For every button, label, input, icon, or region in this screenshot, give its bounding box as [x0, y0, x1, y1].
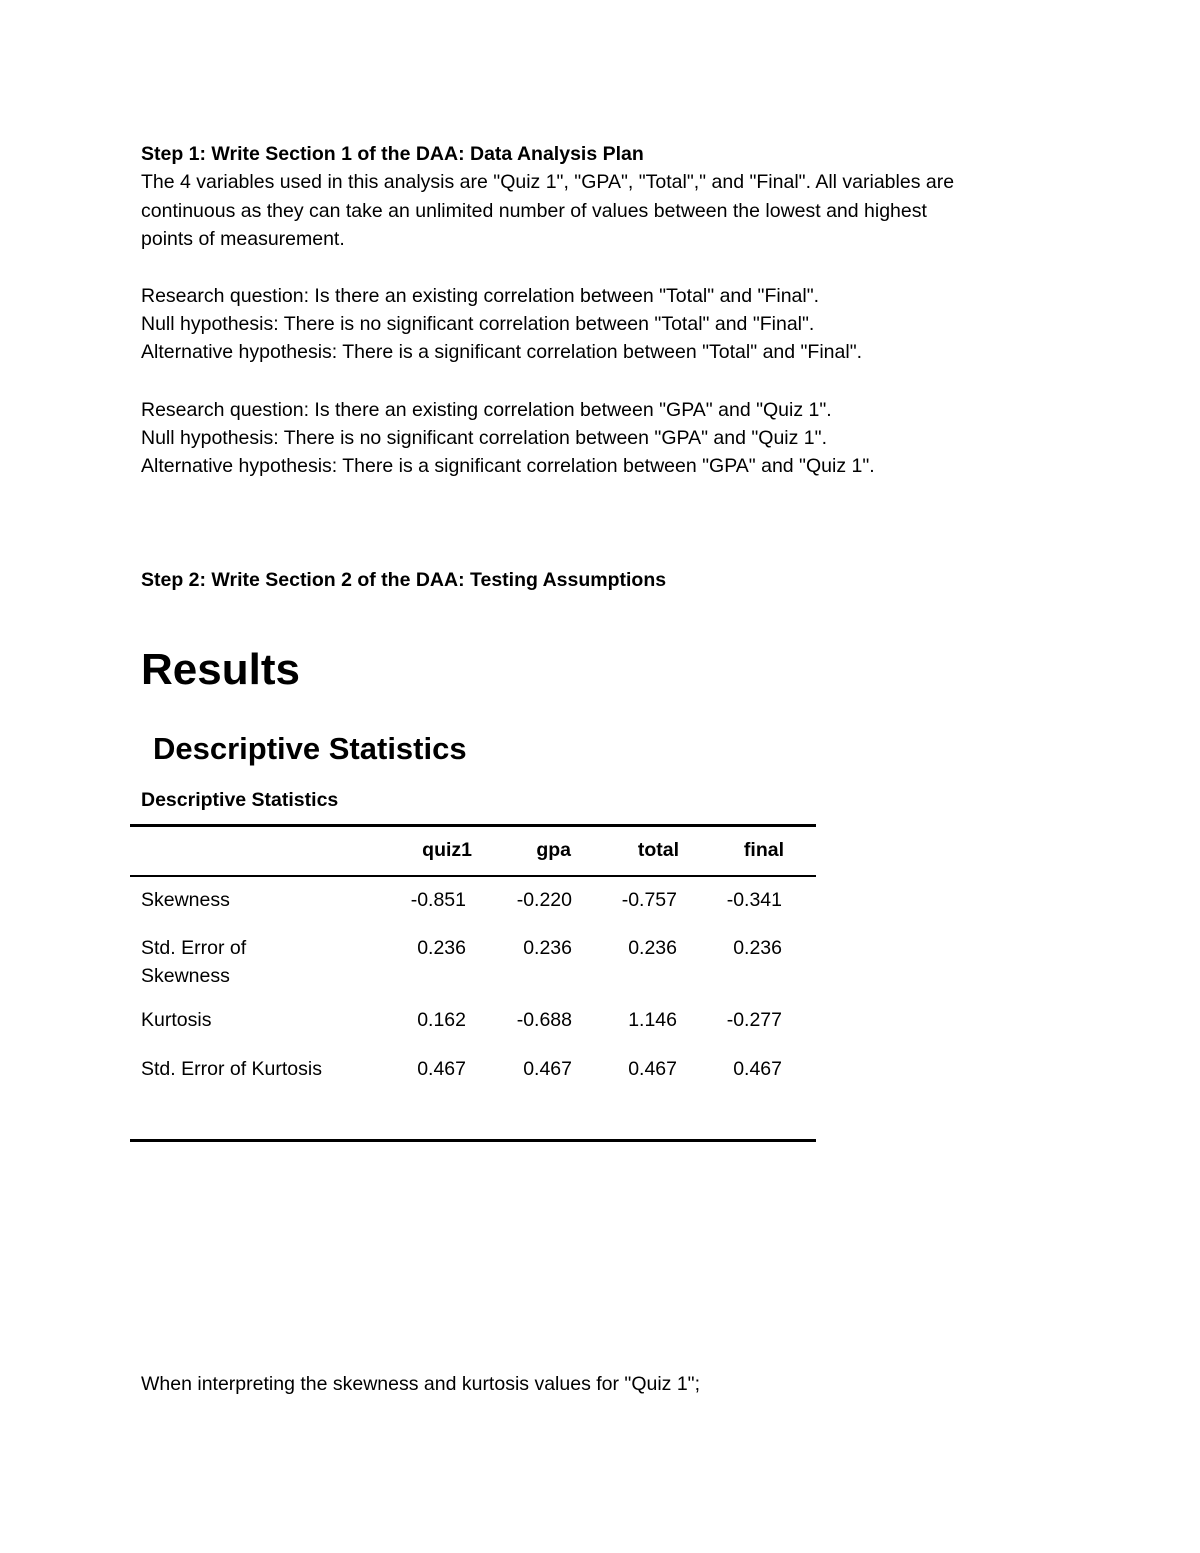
table-cell: 0.162 — [417, 1009, 466, 1031]
research-question-2: Research question: Is there an existing correlation between "GPA" and "Quiz 1". — [141, 399, 832, 421]
null-hypothesis-1: Null hypothesis: There is no significant correlation between "Total" and "Final". — [141, 313, 815, 335]
row-label: Kurtosis — [141, 1009, 212, 1031]
step1-paragraph-line: The 4 variables used in this analysis are "Quiz 1", "GPA", "Total"," and "Final". All variables are — [141, 171, 955, 193]
table-cell: 0.467 — [417, 1058, 466, 1080]
alternative-hypothesis-1: Alternative hypothesis: There is a significant correlation between "Total" and "Final". — [141, 341, 863, 363]
step1-heading: Step 1: Write Section 1 of the DAA: Data Analysis Plan — [141, 143, 644, 165]
table-cell: 0.467 — [523, 1058, 572, 1080]
table-cell: 0.236 — [523, 937, 572, 959]
table-cell: 0.236 — [417, 937, 466, 959]
column-header-gpa: gpa — [536, 839, 571, 861]
table-cell: 1.146 — [628, 1009, 677, 1031]
table-cell: 0.467 — [733, 1058, 782, 1080]
table-cell: -0.277 — [726, 1009, 782, 1031]
table-cell: 0.236 — [733, 937, 782, 959]
column-header-final: final — [743, 839, 784, 861]
table-cell: -0.851 — [410, 889, 466, 911]
closing-sentence: When interpreting the skewness and kurtosis values for "Quiz 1"; — [141, 1373, 701, 1395]
table-cell: 0.236 — [628, 937, 677, 959]
step1-paragraph-line: continuous as they can take an unlimited number of values between the lowest and highest — [141, 200, 927, 222]
results-title: Results — [141, 645, 300, 694]
table-cell: 0.467 — [628, 1058, 677, 1080]
table-cell: -0.757 — [621, 889, 677, 911]
column-header-total: total — [637, 839, 679, 861]
table-cell: -0.341 — [726, 889, 782, 911]
row-label: Skewness — [141, 889, 230, 911]
column-header-quiz1: quiz1 — [422, 839, 472, 861]
step1-paragraph-line: points of measurement. — [141, 228, 345, 250]
research-question-1: Research question: Is there an existing correlation between "Total" and "Final". — [141, 285, 820, 307]
table-top-rule — [130, 824, 816, 827]
table-cell: -0.220 — [516, 889, 572, 911]
row-label: Std. Error of Kurtosis — [141, 1058, 322, 1080]
null-hypothesis-2: Null hypothesis: There is no significant correlation between "GPA" and "Quiz 1". — [141, 427, 827, 449]
step2-heading: Step 2: Write Section 2 of the DAA: Testing Assumptions — [141, 569, 667, 591]
table-cell: -0.688 — [516, 1009, 572, 1031]
alternative-hypothesis-2: Alternative hypothesis: There is a significant correlation between "GPA" and "Quiz 1". — [141, 455, 875, 477]
table-header-rule — [130, 875, 816, 877]
table-bottom-rule — [130, 1139, 816, 1142]
row-label: Skewness — [141, 965, 230, 987]
descriptive-statistics-title: Descriptive Statistics — [153, 731, 467, 766]
table-caption: Descriptive Statistics — [141, 789, 339, 811]
row-label: Std. Error of — [141, 937, 247, 959]
